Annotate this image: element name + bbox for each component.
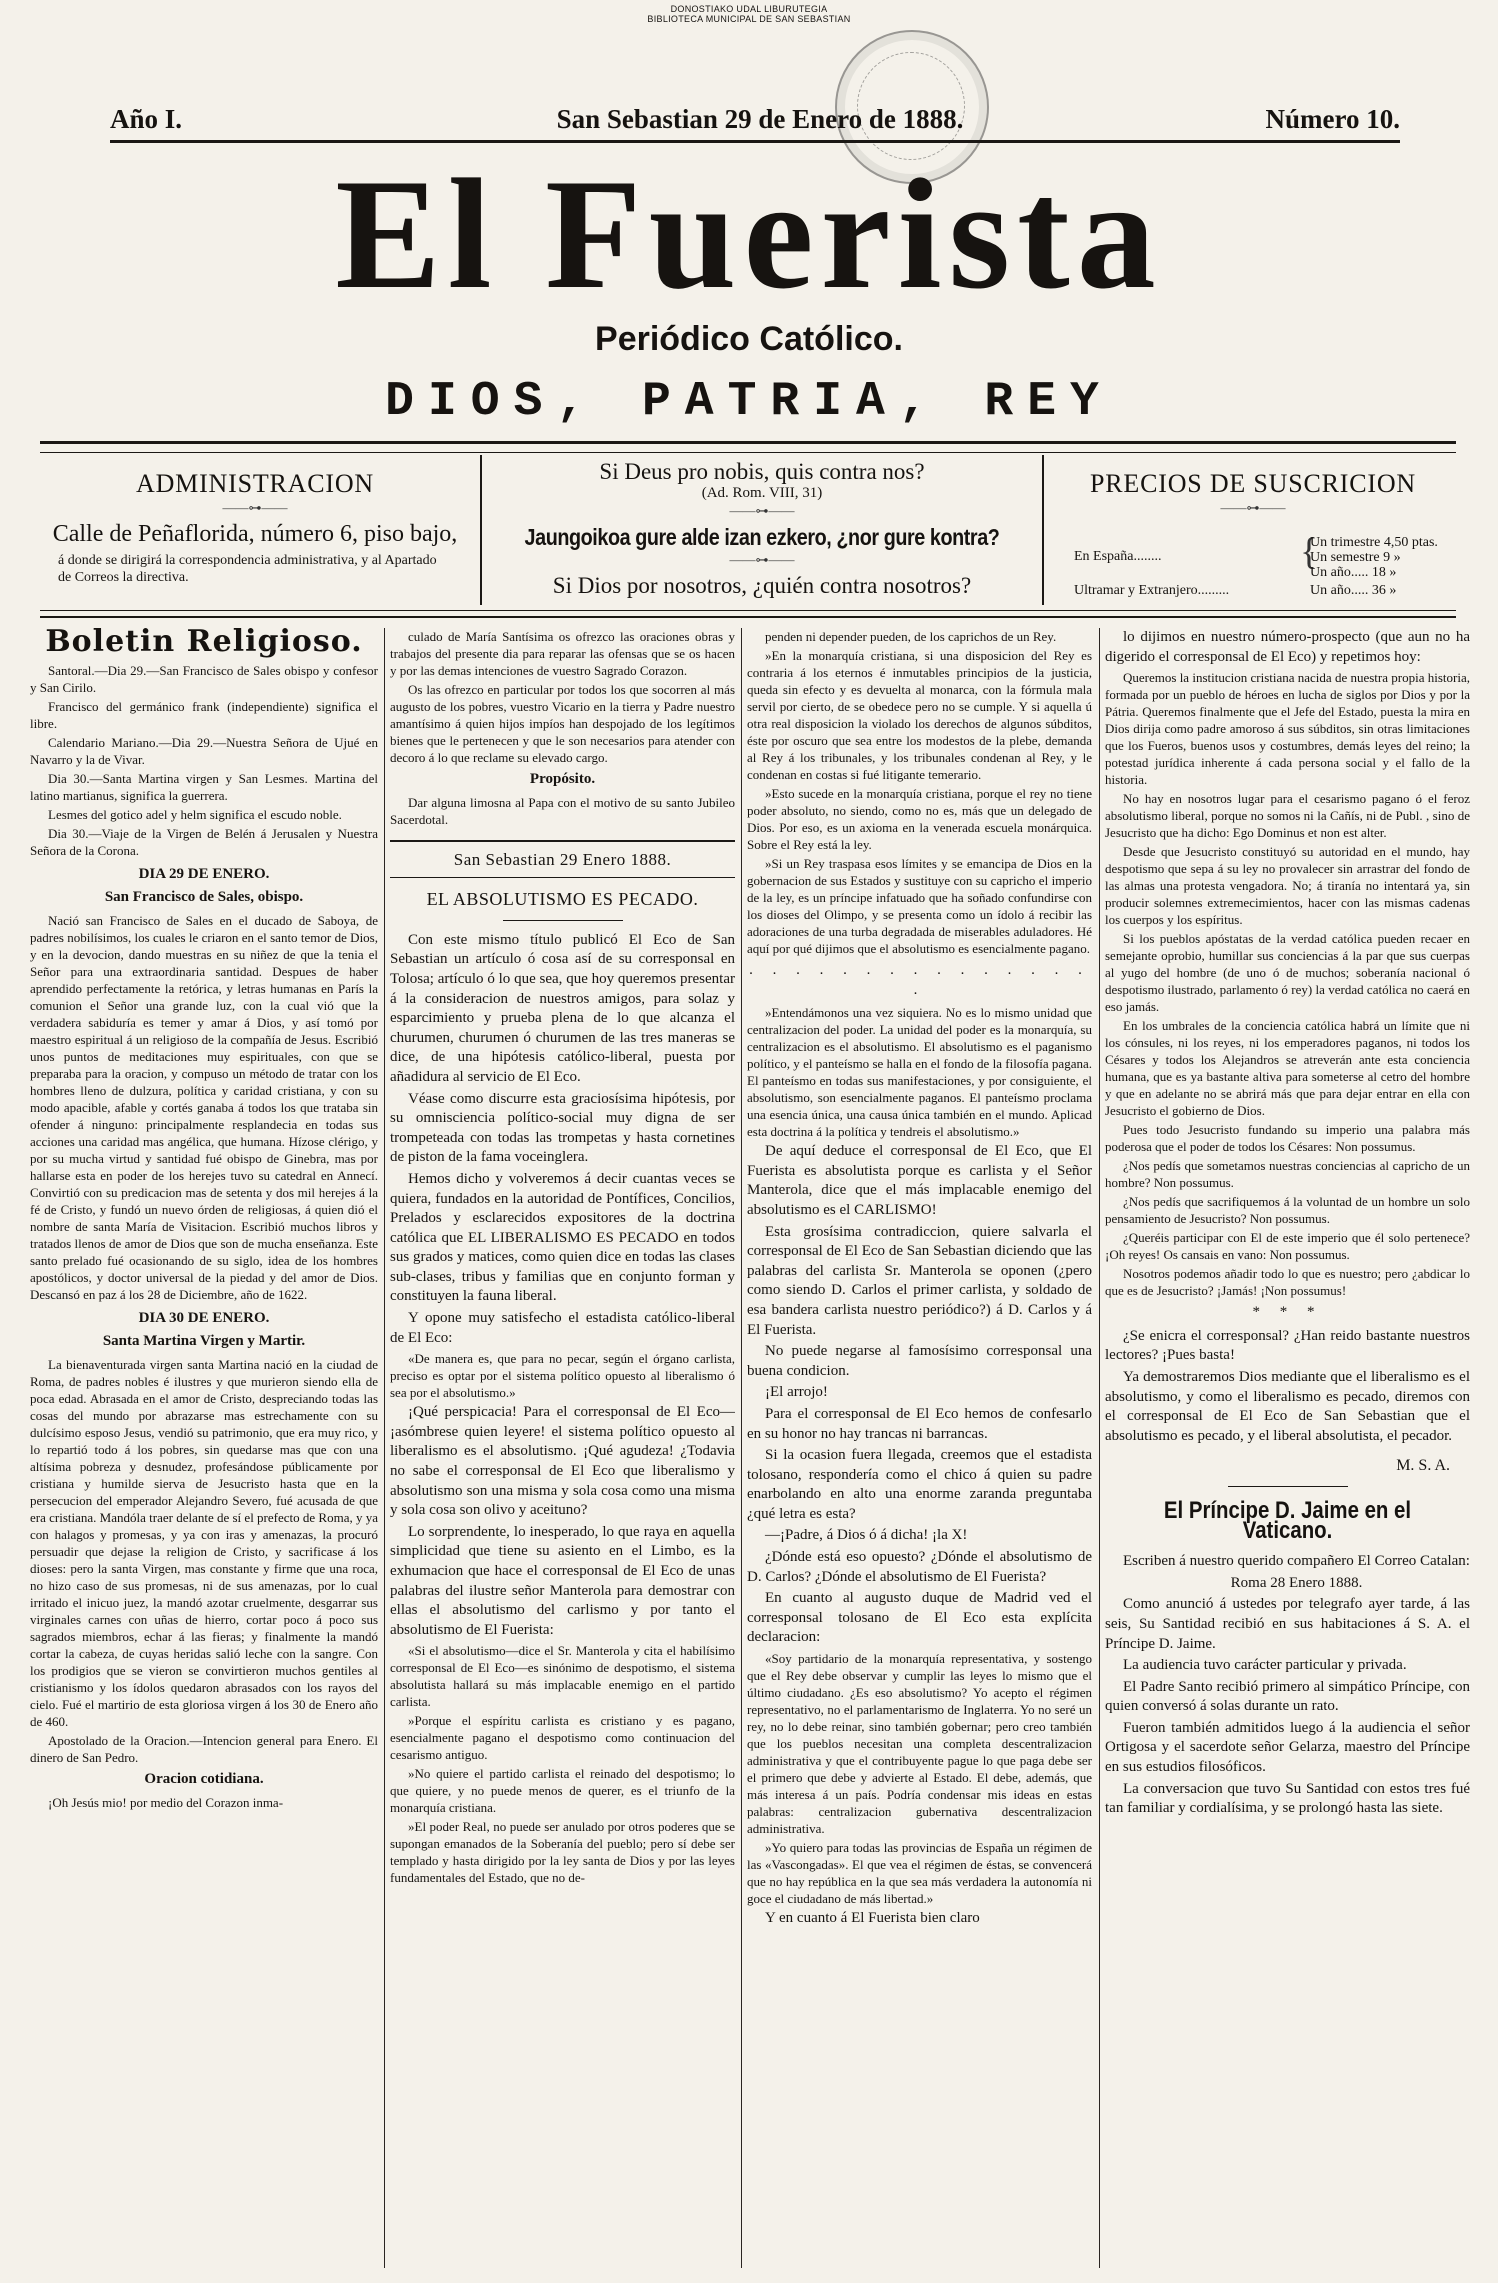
basque-quote: Jaungoikoa gure alde izan ezkero, ¿nor gure kontra? (524, 524, 1000, 550)
column-divider (1099, 628, 1100, 2268)
article-paragraph: Fueron también admitidos luego á la audiencia el señor Ortigosa y el sacerdote señor Gelarza, maestro del Príncipe en sus estudios filosóficos. (1105, 1719, 1470, 1776)
dia30b-text: Dia 30.—Viaje de la Virgen de Belén á Jerusalen y Nuestra Señora de la Corona. (30, 825, 378, 858)
column-2 (390, 628, 735, 2268)
article-paragraph: La audiencia tuvo carácter particular y privada. (1123, 1657, 1407, 1674)
article-paragraph: Esta grosísima contradiccion, quiere salvarla el corresponsal de El Eco de San Sebastian diciendo que las palabras del carlista Sr. Manterola se oponen (¿pero como siendo D. Carlos el primer carlista, y soldado de esa bandera carlista nuestro periódico?) á D. Carlos y á El Fuerista. (747, 1223, 1092, 1338)
article-quote: »El poder Real, no puede ser anulado por otros poderes que se supongan emanados de la Soberanía del pueblo; pero sí debe ser templado y hasta dirigido por la ley santa de Dios y por las leyes fundamentales del Estado, que no de- (390, 1819, 735, 1886)
saint-biography: La bienaventurada virgen santa Martina nació en la ciudad de Roma, de padres nobles é ilustres y que murieron siendo ella de poca edad. Abrasada en el amor de Cristo, despreciando todas las cosas del mundo por abrazarse mas estrechamente con su dulcísimo esposo Jesus, vendió su patrimonio, que era muy rico, y lo repartió todo á los pobres, sin quedarse mas que con una altísima pobreza y desnudez, profesándose públicamente por cristiana y humilde sierva de Jesucristo hasta que en la persecucion del emperador Alejandro Severo, fué acusada de que era cristiana. Mandóla traer delante de sí el prefecto de Roma, y ya con halagos y promesas, y ya con iras y amenazas, la procuró persuadir que dejase la religion de Cristo, y sacrificase á los dioses: pero la santa Virgen, mas constante y firme que una roca, no hizo caso de sus promesas, ni de sus amenazas, por lo cual irritado el inicuo juez, la mandó azotar cruelmente, desgarrar sus virginales carnes con uñas de hierro, cortar poco á poco sus sagrados miembros, echar á las fieras; y finalmente la mandó cortar la cabeza, de cuyas heridas salió leche con la sangre. Con los prodigios que se vieron se convirtieron muchos gentiles al cristianismo y los ídolos quedaron abrasados con los rayos del cielo. Fué el martirio de esta gloriosa virgen á los 30 de Enero año de 460. (30, 1356, 378, 1729)
asterism-separator: * * * (1252, 1304, 1323, 1321)
subscription-prices-box (1050, 455, 1456, 605)
article-paragraph: Ya demostraremos Dios mediante que el liberalismo es el absolutismo, y como el liberalismo es pecado, diremos con el corresponsal de El Eco de San Sebastian que el absolutismo es pecado, y el liberal absolutista, el pecador. (1105, 1368, 1470, 1444)
price-row: Un año..... 18 » (1310, 565, 1397, 580)
article-paragraph: Lo sorprendente, lo inesperado, lo que raya en aquella simplicidad que tiene su asiento en el Limbo, es la exhumacion que hace el corresponsal de El Eco de unas palabras del ilustre señor Manterola para demostrar con ellas el absolutismo del carlismo y por tanto el absolutismo de El Fuerista: (390, 1523, 735, 1638)
article-paragraph: Nosotros podemos añadir todo lo que es nuestro; pero ¿abdicar lo que es de Jesucristo? ¡Jamás! ¡Non possumus! (1105, 1266, 1470, 1299)
column-divider (741, 628, 742, 2268)
article-columns (30, 628, 1470, 2268)
library-stamp-line2: BIBLIOTECA MUNICIPAL DE SAN SEBASTIAN (647, 14, 851, 24)
santoral-text: Santoral.—Dia 29.—San Francisco de Sales obispo y confesor y San Cirilo. (30, 662, 378, 695)
dot-separator: . . . . . . . . . . . . . . . . (749, 962, 1090, 998)
spanish-quote: Si Dios por nosotros, ¿quién contra nosotros? (552, 573, 972, 598)
price-row: Un año..... 36 » (1310, 583, 1397, 598)
proposito-title: Propósito. (529, 771, 596, 787)
article-paragraph: ¿Queréis participar con El de este imperio que él solo pertenece? ¡Oh reyes! Os cansais en vano: Non possumus. (1105, 1230, 1470, 1263)
article-paragraph: Pues todo Jesucristo fundando su imperio una palabra más poderosa que el poder de todos los Césares: Non possumus. (1105, 1122, 1470, 1155)
article-quote: »Entendámonos una vez siquiera. No es lo mismo unidad que centralizacion del poder. La unidad del poder es la monarquía, su centralizacion es el absolutismo. El absolutismo es el paganismo político, y el panteísmo se halla en el fondo de la filosofía pagana. El panteísmo en todas sus manifestaciones, y por consiguiente, el absolutismo, son esencialmente paganos. El panteísmo proclama una esencia única, una causa única también en el mundo. Aplicad esta doctrina á la política y tendreis el absolutismo.» (747, 1005, 1092, 1140)
column-1 (30, 628, 378, 2268)
administration-note: á donde se dirigirá la correspondencia administrativa, y al Apartado de Correos la directiva. (58, 553, 437, 585)
article-paragraph: Si los pueblos apóstatas de la verdad católica pueden recaer en semejante oprobio, humillar sus conciencias á la par que sus cuerpas al yugo del hombre (de uno ó de muchos; soberanía nacional ó despotismo ilustrado, parlamento ó rey) la verdad católica no caerá en eso jamás. (1105, 931, 1470, 1015)
issue-header (110, 100, 1400, 143)
article-paragraph: Escriben á nuestro querido compañero El Correo Catalan: (1123, 1553, 1470, 1570)
issue-date: San Sebastian 29 de Enero de 1888. (556, 104, 964, 134)
column-3 (747, 628, 1092, 2268)
article-paragraph: —¡Padre, á Dios ó á dicha! ¡la X! (765, 1527, 968, 1544)
article-paragraph: ¡El arrojo! (765, 1384, 828, 1401)
dateline-rome: Roma 28 Enero 1888. (1230, 1574, 1363, 1591)
price-row: Un trimestre 4,50 ptas. (1310, 535, 1438, 550)
saint-title: San Francisco de Sales, obispo. (104, 889, 304, 906)
motto-quote-box (480, 455, 1044, 605)
library-stamp (0, 4, 1498, 24)
article-paragraph: De aquí deduce el corresponsal de El Eco, que El Fuerista es absolutista porque es carlista y el Señor Manterola, dice que el más implacable enemigo del absolutismo es el CARLISMO! (747, 1143, 1092, 1218)
article-paragraph: Desde que Jesucristo constituyó su autoridad en el mundo, hay despotismo que sepa á su ley no provalecer sin arrastrar del fondo de las almas una protesta vengadora. No; á tiranía no intentará ya, sin producir solemnes extremecimientos, hacer con las mismas cadenas los cuerpos y los espíritus. (1105, 844, 1470, 928)
article-quote: »No quiere el partido carlista el reinado del despotismo; lo que quiere, y no puede menos de querer, es el triunfo de la monarquía cristiana. (390, 1766, 735, 1816)
divider (503, 920, 623, 921)
ornament: ——⊶—— (729, 552, 795, 567)
dia30-text: Dia 30.—Santa Martina virgen y San Lesmes. Martina del latino martianus, significa la guerrera. (30, 770, 378, 803)
article-paragraph: No hay en nosotros lugar para el cesarismo pagano ó el feroz absolutismo liberal, porque no somos ni la Cañís, ni de Publ. , sino de Jesucristo que ha dicho: Ego Dominus et non est alter. (1105, 791, 1470, 841)
article-signature: M. S. A. (1396, 1457, 1450, 1475)
article-paragraph: Con este mismo título publicó El Eco de San Sebastian un artículo ó cosa así de su corresponsal en Tolosa; artículo ó lo que sea, que hoy queremos presentar á la consideracion de nuestros amigos, para solaz y esparcimiento y prueba plena de lo que alcanza el churumen, churumen ó churumen de las tres maneras se dice, de una hipótesis católico-liberal, puesta por añadidura al servicio de El Eco. (390, 931, 735, 1085)
calendario-text: Calendario Mariano.—Dia 29.—Nuestra Señora de Ujué en Navarro y la de Vivar. (30, 734, 378, 767)
administration-address: Calle de Peñaflorida, número 6, piso bajo, (52, 521, 458, 547)
prayer-text: ¡Oh Jesús mio! por medio del Corazon inma- (48, 1794, 284, 1810)
article-paragraph: ¿Dónde está eso opuesto? ¿Dónde el absolutismo de D. Carlos? ¿Dónde el absolutismo de El Fuerista? (747, 1549, 1092, 1585)
etymology-note: Lesmes del gotico adel y helm significa el escudo noble. (48, 806, 342, 822)
article-paragraph: En los umbrales de la conciencia católica habrá un límite que ni los cónsules, ni los reyes, ni los emperadores paganos, ni todos los Césares y todos los Alejandros se atreverán ante esta conciencia humana, que es ya bastante altiva para someterse al cetro del hombre y que en adelante no se abrirá más que para dejar entrar en ella con Jesucristo el gobierno de Dios. (1105, 1018, 1470, 1119)
day-heading: DIA 29 DE ENERO. (138, 865, 270, 882)
quote-reference: (Ad. Rom. VIII, 31) (701, 485, 823, 501)
article-title: EL ABSOLUTISMO ES PECADO. (426, 889, 699, 910)
article-quote: «Si el absolutismo—dice el Sr. Manterola y cita el habilísimo corresponsal de El Eco—es sinónimo de despotismo, el sistema absolutista hallará su más implacable enemigo en el partido carlista. (390, 1643, 735, 1710)
article-paragraph: Para el corresponsal de El Eco hemos de confesarlo en su honor no hay trancas ni barrancas. (747, 1405, 1092, 1442)
article-paragraph: Como anunció á ustedes por telegrafo ayer tarde, á las seis, Su Santidad recibió en sus habitaciones á S. A. el Príncipe D. Jaime. (1105, 1596, 1470, 1652)
article-quote: »Si un Rey traspasa esos límites y se emancipa de Dios en la gobernacion de sus Estados y sustituye con su capricho el imperio de la ley, es un príncipe infatuado que ha soñado confundirse con los dioses del Olimpo, y se presenta como un ídolo á recibir las adoraciones de una turba degradada de miserables aduladores. Hé aquí por qué dijimos que el absolutismo es esencialmente pagano. (747, 856, 1092, 956)
article-quote: «Soy partidario de la monarquía representativa, y sostengo que el Rey debe observar y cumplir las leyes lo mismo que el último ciudadano. ¿Es eso absolutismo? Yo acepto el régimen representativo, no el parlamentarismo de Inglaterra. Yo no seré un rey, no lo debe reinar, sino también gobernar; pero creo también que los pueblos necesitan una completa descentralizacion administrativa y que el contribuyente pague lo que paga debe ser el primero que debe y advierte al Estado. El debe, además, que más interesa á un país. Podría condensar mis ideas en estas palabras: centralizacion gubernativa descentralizacion administrativa. (747, 1651, 1092, 1837)
dateline: San Sebastian 29 Enero 1888. (390, 840, 735, 879)
article-paragraph: Queremos la institucion cristiana nacida de nuestra propia historia, formada por un pueblo de héroes en lucha de siglos por Dios y por la Pátria. Queremos finalmente que el Jefe del Estado, puesta la mira en Dios dirija como padre amoroso á sus súbditos, sin otras limitaciones que los Fueros, buenos usos y costumbres, demás leyes del reino; la potestad jurídica inherente á cada persona social y el fallo de la historia. (1105, 670, 1470, 788)
prayer-title: Oracion cotidiana. (144, 1770, 264, 1787)
issue-number: Número 10. (1265, 104, 1400, 134)
masthead-motto: DIOS, PATRIA, REY (385, 375, 1113, 429)
price-region-spain: En España........ (1074, 549, 1162, 564)
administration-box (40, 455, 470, 605)
proposito-text: Dar alguna limosna al Papa con el motivo de su santo Jubileo Sacerdotal. (390, 794, 735, 827)
day-heading: DIA 30 DE ENERO. (138, 1309, 270, 1326)
info-boxes (40, 455, 1456, 605)
header-rule (40, 441, 1456, 453)
price-row: Un semestre 9 » (1310, 550, 1401, 565)
article-paragraph: No puede negarse al famosísimo corresponsal una buena condicion. (747, 1343, 1092, 1379)
price-region-abroad: Ultramar y Extranjero......... (1074, 583, 1230, 598)
column-4 (1105, 628, 1470, 2268)
apostolado-text: Apostolado de la Oracion.—Intencion general para Enero. El dinero de San Pedro. (30, 1732, 378, 1765)
masthead-subtitle: Periódico Católico. (595, 320, 903, 358)
prayer-text: culado de María Santísima os ofrezco las oraciones obras y trabajos del presente dia para reparar las ofensas que se os hacen y por las demas intenciones de vuestro Sagrado Corazon. (390, 629, 735, 678)
saint-title: Santa Martina Virgen y Martir. (102, 1333, 306, 1350)
article-paragraph: ¡Qué perspicacia! Para el corresponsal de El Eco—¡asómbrese quien leyere! el sistema político opuesto al liberalismo es el absolutismo. ¡Qué agudeza! ¿Todavia no sabe el corresponsal de El Eco que liberalismo y absolutismo son una misma y sola cosa como una misma y sola cosa son olivo y aceituno? (390, 1404, 735, 1519)
saint-biography: Nació san Francisco de Sales en el ducado de Saboya, de padres nobilísimos, los cuales le criaron en el santo temor de Dios, y en la devocion, dando muestras en su niñez de que la tenia el Señor para una extraordinaria santidad. Despues de haber aprendido perfectamente la retórica, y letras humanas en París la comunion el Señor una grande luz, con la cual vió que la verdadera sabiduría es temer y amar á Dios, y así tomó por maestro espiritual á un religioso de la compañía de Jesus. Escribió unos puntos de meditaciones muy espirituales, con que se preparaba para la oracion, y compuso un método de tratar con los hombres lleno de dulzura, política y caridad cristiana, y con su modo apacible, afable y cortés ganaba á todos los que trataba sin ofender á ninguno: principalmente resplandecia en todas sus acciones una caridad mas angélica, que humana. Hízose clérigo, y por su mucha virtud y santidad fué obispo de Ginebra, mas por hallarse esta en poder de los herejes tuvo su catedral en Annecí. Convirtió con su predicacion mas de setenta y dos mil herejes á la fé de Cristo, y fundó un nuevo órden de religiosas, á quien dió el nombre de santa María de Visitacion. Escribió muchos libros y tratados llenos de amor de Dios que son de mucha enseñanza. Este santo prelado fué ocasionando de su siglo, idea de los hombres apostólicos, y doctor universal de la piedad y del amor de Dios. Descansó en paz á los 28 de Diciembre, año de 1622. (30, 912, 378, 1302)
brace: { (1300, 531, 1319, 573)
article-quote: »Yo quiero para todas las provincias de España un régimen de las «Vascongadas». El que vea el régimen de éstas, se convencerá que no hay república en la que sea más verdadera la autonomía ni goce el ciudadano de más libertad.» (747, 1840, 1092, 1907)
article-paragraph: lo dijimos en nuestro número-prospecto (que aun no ha digerido el corresponsal de El Eco) y repetimos hoy: (1105, 629, 1470, 665)
article-quote: penden ni depender pueden, de los caprichos de un Rey. (765, 629, 1057, 644)
header-rule-bottom (40, 610, 1456, 618)
article-quote: »En la monarquía cristiana, si una disposicion del Rey es contraria á los eternos é inmutables principios de la justicia, queda sin efecto y es devuelta al monarca, con la fórmula mala servil por cierto, de se obedece pero no se cumple. Y si aquella ú otra real disposicion la violado los derechos de algunos súbditos, éste por oscuro que sea entre los modestos de la plebe, demanda al Rey á los tribunales, y los tribunales condenan al Rey, y le condenan en costas si fué litigante temerario. (747, 648, 1092, 782)
article-paragraph: La conversacion que tuvo Su Santidad con estos tres fué tan familiar y cordialísima, y se prolongó hasta las siete. (1105, 1780, 1470, 1817)
divider (1228, 1486, 1348, 1487)
column-divider (384, 628, 385, 2268)
article-paragraph: ¿Nos pedís que sometamos nuestras conciencias al capricho de un hombre? Non possumus. (1105, 1158, 1470, 1191)
article-quote: «De manera es, que para no pecar, según el órgano carlista, preciso es optar por el sistema político opuesto al liberalismo ó sea por el absolutismo.» (390, 1351, 735, 1401)
latin-quote: Si Deus pro nobis, quis contra nos? (599, 459, 925, 484)
article-paragraph: Si la ocasion fuera llegada, creemos que el estadista tolosano, respondería como el chico á quien su padre enarbolando en alto una enorme zaranda preguntaba ¿qué letra es esta? (747, 1447, 1092, 1522)
library-stamp-line1: DONOSTIAKO UDAL LIBURUTEGIA (670, 4, 828, 14)
article-paragraph: ¿Nos pedís que sacrifiquemos á la voluntad de un hombre un solo pensamiento de Jesucristo? Non possumus. (1105, 1194, 1470, 1227)
article-quote: »Porque el espíritu carlista es cristiano y es pagano, esencialmente pagano el despotismo como continuacion del cesarismo antiguo. (390, 1713, 735, 1763)
ornament: ——⊶—— (729, 503, 795, 518)
ornament: ——⊶—— (222, 500, 288, 515)
ornament: ——⊶—— (1220, 500, 1286, 515)
issue-year: Año I. (110, 104, 183, 134)
article-paragraph: Hemos dicho y volveremos á decir cuantas veces se quiera, fundados en la autoridad de Pontífices, Concilios, Prelados y esclarecidos expositores de la doctrina católica que EL LIBERALISMO ES PECADO en todos sus grados y matices, como quien dice en todas las clases sub-clases, tribus y familias que en conjunto forman y constituyen la fauna liberal. (390, 1170, 735, 1305)
masthead-title: El Fuerista (335, 147, 1163, 322)
etymology-note: Francisco del germánico frank (independiente) significa el libre. (30, 698, 378, 731)
prices-title: PRECIOS DE SUSCRICION (1090, 469, 1416, 498)
administration-title: ADMINISTRACION (136, 469, 374, 498)
article-quote: »Esto sucede en la monarquía cristiana, porque el rey no tiene poder absoluto, no siendo, como no es, más que un delegado de Dios. Por eso, es un axioma en la venerada escuela monárquica. Sobre el Rey está la ley. (747, 786, 1092, 852)
article-paragraph: Y opone muy satisfecho el estadista católico-liberal de El Eco: (390, 1310, 735, 1346)
article-paragraph: ¿Se enicra el corresponsal? ¿Han reido bastante nuestros lectores? ¡Pues basta! (1105, 1327, 1470, 1364)
article-paragraph: Y en cuanto á El Fuerista bien claro (765, 1910, 980, 1927)
prayer-text: Os las ofrezco en particular por todos los que socorren al más augusto de los pobres, vuestro Vicario en la tierra y Padre nuestro amantísimo á quien hijos impíos han despojado de los legítimos bienes que le pertenecen y que le son necesarios para atender con decoro á lo que reclame su elevado cargo. (390, 682, 735, 765)
article-paragraph: Véase como discurre esta graciosísima hipótesis, por su omnisciencia político-social muy digna de ser trompeteada con todas las trompetas y hasta cornetines de piston de la fama voceinglera. (390, 1090, 735, 1166)
section-title-boletin: Boletin Religioso. (45, 628, 363, 659)
price-table (1050, 531, 1456, 605)
article-title-jaime: El Príncipe D. Jaime en el Vaticano. (1163, 1496, 1412, 1544)
article-paragraph: En cuanto al augusto duque de Madrid ved el corresponsal tolosano de El Eco esta explícita declaracion: (747, 1590, 1092, 1646)
article-paragraph: El Padre Santo recibió primero al simpático Príncipe, con quien conversó á solas durante un rato. (1105, 1678, 1470, 1715)
